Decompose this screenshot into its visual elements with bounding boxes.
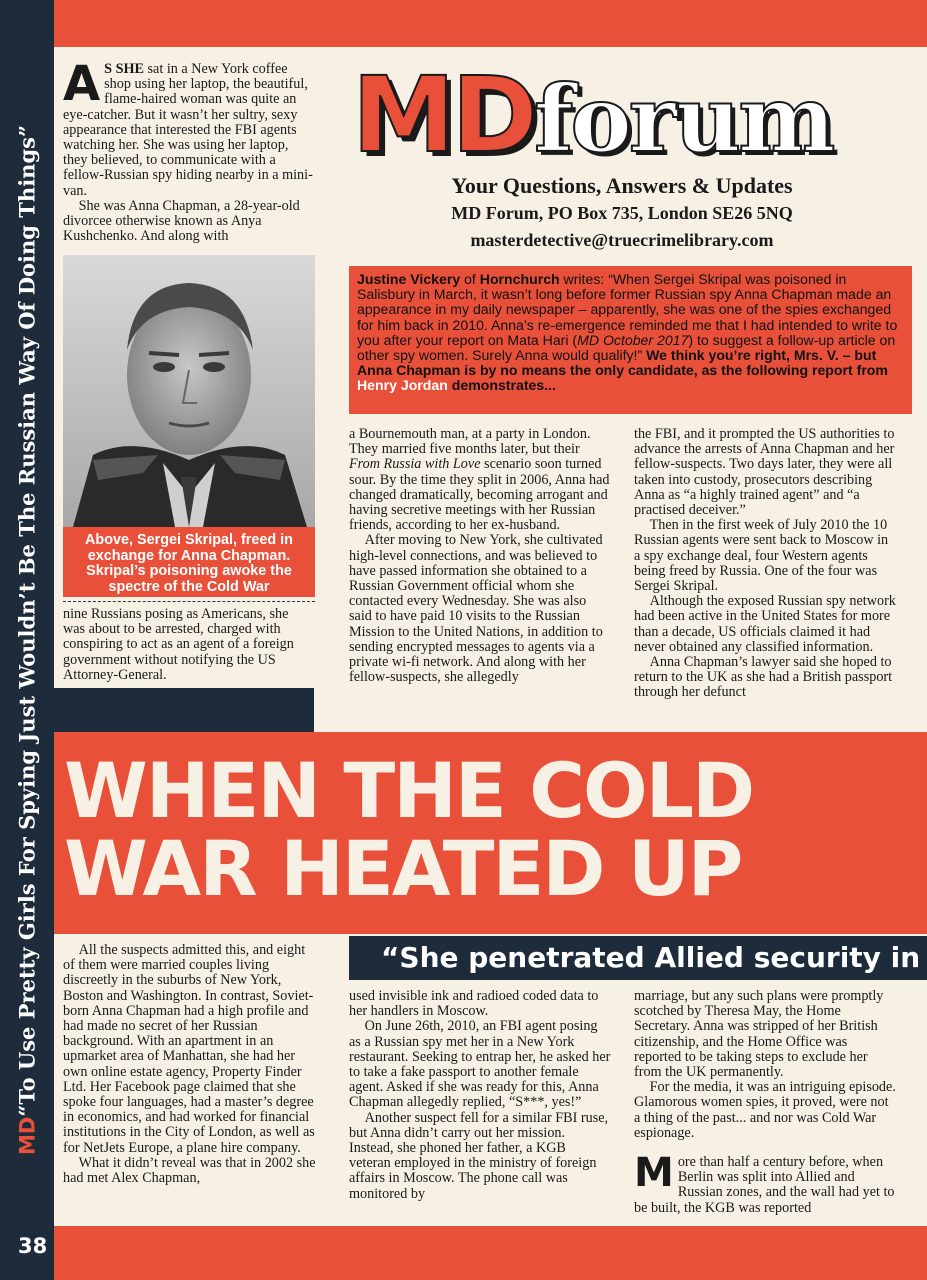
headline-line-1: WHEN THE COLD [64, 746, 754, 835]
col1-below-text: nine Russians posing as Americans, she was about to be arrested, charged with conspiring to act as an agent of a foreign government without notifying the US Attorney-General. [63, 606, 294, 683]
col3-paragraph-4: Anna Chapman’s lawyer said she hoped to return to the UK as she had a British passport through her defunct [634, 654, 893, 701]
forum-tagline [352, 172, 892, 254]
article-headline [64, 746, 924, 913]
col2-p1-start: a Bournemouth man, at a party in London. They married five months later, but their [349, 426, 591, 458]
letter-town: Hornchurch [479, 271, 560, 287]
col2-paragraph-2: After moving to New York, she cultivated high-level connections, and was believed to have passed information she obtained to a Russian Government official whom she contacted every Wednesday. She was also said to have paid 10 visits to the Russian Mission to the United Nations, in addition to sending encrypted messages to agents via a private wi-fi network. And along with her fellow-suspects, she allegedly [349, 532, 603, 686]
letter-author: Justine Vickery [357, 271, 461, 287]
column-3-upper [634, 427, 896, 701]
dropcap-m: M [634, 1150, 674, 1197]
column-2-upper [349, 427, 611, 685]
column-2-lower [349, 989, 611, 1202]
col2-p1-end: scenario soon turned sour. By the time they split in 2006, Anna had changed dramatically, becoming arrogant and having secretive meetings with her Russian friends, according to her ex-husband. [349, 456, 610, 534]
col1-lower-paragraph-1: All the suspects admitted this, and eight of them were married couples living discreetly in the suburbs of New York, Boston and Washington. In contrast, Soviet-born Anna Chapman had a high profile and had made no secret of her Russian background. With an apartment in an upmarket area of Manhattan, she had her own online estate agency, Property Finder Ltd. Her Facebook page claimed that she spoke four languages, had a master’s degree in economics, and had worked for financial institutions in the City of London, as well as for NetJets Europe, a plane hire company. [63, 942, 315, 1156]
editor-response: We think you’re right, Mrs. V. – but Anna Chapman is by no means the only candidate, as the following report from [357, 347, 888, 379]
intro-caps: S SHE [104, 61, 144, 77]
logo-forum: forum [533, 65, 833, 173]
intro-paragraph-2: She was Anna Chapman, a 28-year-old divorcee otherwise known as Anya Kushchenko. And along with [63, 197, 300, 245]
spine-quote: “To Use Pretty Girls For Spying Just Wouldn’t Be The Russian Way Of Doing Things” [14, 124, 40, 1117]
tagline-email: masterdetective@truecrimelibrary.com [470, 230, 774, 250]
col2-italic-title: From Russia with Love [349, 456, 481, 473]
col3-paragraph-1: the FBI, and it prompted the US authorities to advance the arrests of Anna Chapman and her fellow-suspects. Two days later, they were all taken into custody, prosecutors describing Anna as “a highly trained agent” and “a practised deceiver.” [634, 426, 895, 519]
spine-title [15, 10, 40, 1270]
letter-reference: MD October 2017 [577, 331, 689, 348]
column-1-continued [63, 607, 313, 683]
col3-lower-paragraph-1: marriage, but any such plans were promptly scotched by Theresa May, the Home Secretary. Anna was stripped of her British citizenship, and the Home Office was reported to be taking steps to exclude her from the UK permanently. [634, 988, 884, 1081]
col3-lower-paragraph-2: For the media, it was an intriguing episode. Glamorous women spies, it proved, were not a thing of the past... and nor was Cold War espionage. [634, 1079, 896, 1141]
col2-lower-paragraph-2: On June 26th, 2010, an FBI agent posing as a Russian spy met her in a New York restaurant. Seeking to entrap her, he asked her to take a fake passport to another female agent. Asked if she was ready for this, Anna Chapman allegedly replied, “S***, yes!” [349, 1018, 611, 1111]
letter-of: of [460, 271, 480, 287]
spine-md: MD [15, 1116, 40, 1156]
col3-final-text: ore than half a century before, when Berlin was split into Allied and Russian zones, and the wall had yet to be built, the KGB was reported [634, 1154, 895, 1216]
column-3-lower [634, 989, 896, 1216]
bottom-color-bar [0, 1226, 927, 1280]
col3-final-paragraph [634, 1150, 896, 1216]
intro-paragraph-1: sat in a New York coffee shop using her laptop, the beautiful, flame-haired woman was quite an eye-catcher. But it wasn’t her sultry, sexy appearance that interested the FBI agents watching her. She was using her laptop, they believed, to communicate with a fellow-Russian spy hiding nearby in a mini-van. [63, 61, 313, 199]
photo-caption: Above, Sergei Skripal, freed in exchange for Anna Chapman. Skripal’s poisoning awoke the spectre of the Cold War [63, 527, 315, 597]
headline-line-2: WAR HEATED UP [64, 824, 742, 913]
logo-md: MD [352, 54, 534, 176]
report-author: Henry Jordan [357, 377, 448, 394]
md-forum-logo [352, 54, 892, 176]
skripal-photo [63, 255, 315, 527]
tagline-address: MD Forum, PO Box 735, London SE26 5NQ [451, 203, 793, 223]
col3-paragraph-2: Then in the first week of July 2010 the 10 Russian agents were sent back to Moscow in a spy exchange deal, four Western agents being freed by Russia. One of the four was Sergei Skripal. [634, 517, 889, 595]
tagline-line-1: Your Questions, Answers & Updates [451, 173, 793, 198]
column-1-lower [63, 943, 318, 1186]
page-number: 38 [18, 1234, 48, 1258]
col3-paragraph-3: Although the exposed Russian spy network had been active in the United States for more than a decade, US officials claimed it had never obtained any classified information. [634, 593, 896, 655]
dropcap-a: A [63, 56, 101, 112]
navy-block [54, 688, 314, 732]
col1-lower-paragraph-2: What it didn’t reveal was that in 2002 she had met Alex Chapman, [63, 1154, 316, 1187]
col2-lower-paragraph-1: used invisible ink and radioed coded data to her handlers in Moscow. [349, 988, 599, 1020]
portrait-image [63, 255, 315, 527]
editor-response-end: demonstrates... [447, 377, 556, 394]
top-color-bar [0, 0, 927, 47]
intro-text [63, 56, 313, 245]
reader-letter-box [349, 266, 912, 414]
pull-quote: “She penetrated Allied security in [349, 936, 927, 980]
col2-lower-paragraph-3: Another suspect fell for a similar FBI ruse, but Anna didn’t carry out her mission. Instead, she phoned her father, a KGB veteran employed in the ministry of foreign affairs in Moscow. The phone call was monitored by [349, 1109, 609, 1202]
caption-divider [63, 601, 315, 602]
col2-paragraph-1 [349, 427, 611, 533]
letter-text-2: ) to suggest a follow-up article on other spy women. Surely Anna would qualify!” [357, 331, 896, 364]
letter-text: writes: “When Sergei Skripal was poisoned in Salisbury in March, it wasn’t long before former Russian spy Anna Chapman made an appearance in my daily newspaper – apparently, she was one of the spies exchanged for him back in 2010. Anna’s re-emergence reminded me that I had intended to write to you after your report on Mata Hari ( [357, 271, 898, 348]
